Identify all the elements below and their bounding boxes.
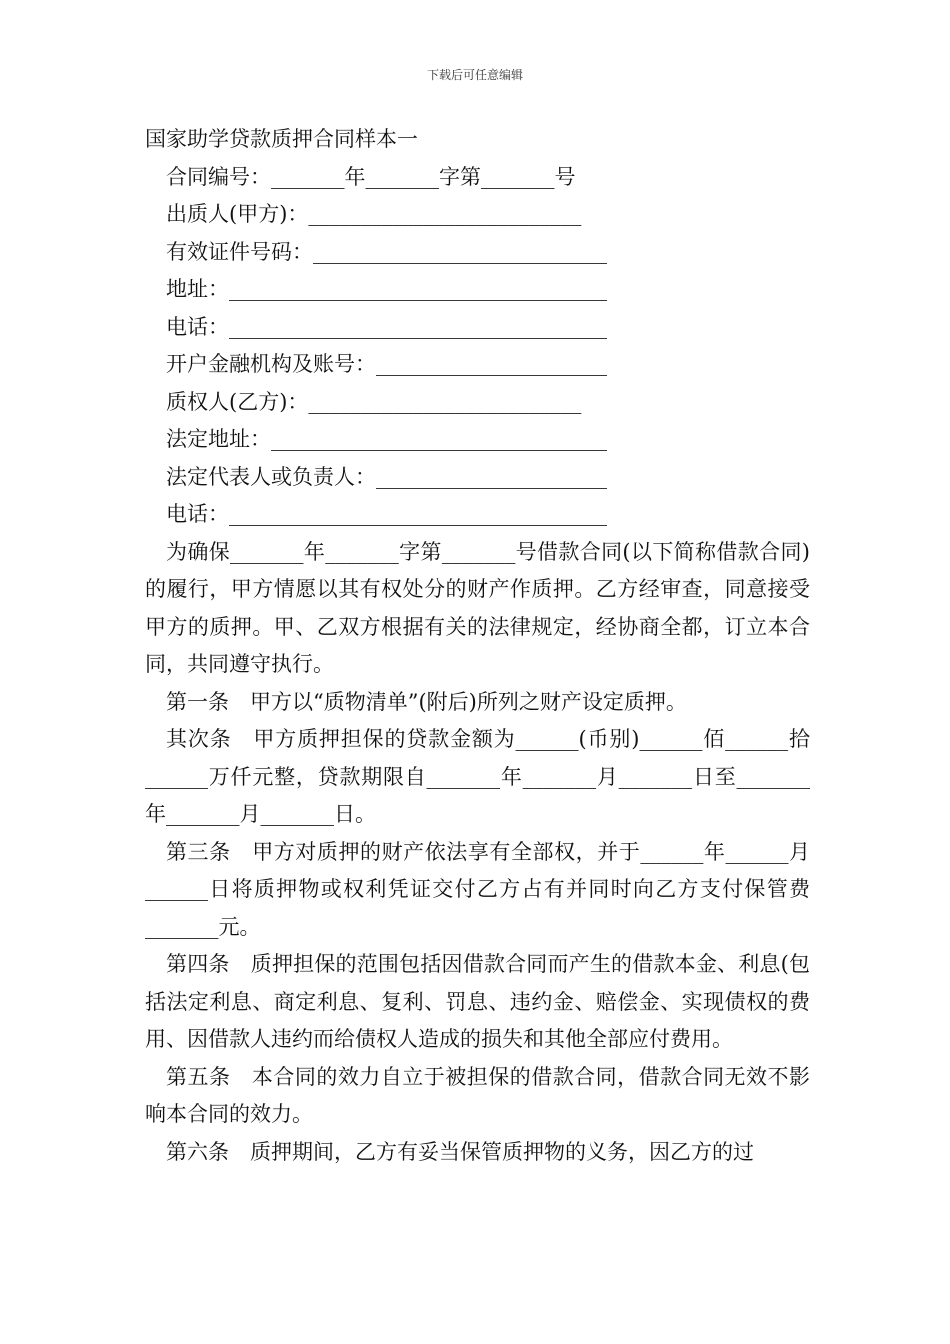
paragraph-article-6: 第六条 质押期间，乙方有妥当保管质押物的义务，因乙方的过	[166, 1139, 754, 1164]
field-bank-account: 开户金融机构及账号：______________________	[166, 352, 607, 376]
field-legal-address: 法定地址：________________________________	[166, 427, 607, 451]
paragraph-article-3: 第三条 甲方对质押的财产依法享有全部权，并于______年______月______日将质押物或权利凭证交付乙方占有并同时向乙方支付保管费_______元。	[145, 839, 810, 939]
paragraph-article-4: 第四条 质押担保的范围包括因借款合同而产生的借款本金、利息(包括法定利息、商定利息、复利、罚息、违约金、赔偿金、实现债权的费用、因借款人违约而给债权人造成的损失和其他全部应付费用。	[145, 952, 810, 1051]
field-phone-2: 电话：____________________________________	[166, 502, 607, 526]
field-contract-number: 合同编号：_______年_______字第_______号	[166, 164, 576, 189]
page-header: 下载后可任意编辑	[426, 68, 523, 82]
field-legal-representative: 法定代表人或负责人：______________________	[166, 464, 607, 489]
field-address: 地址：____________________________________	[166, 277, 607, 301]
paragraph-preamble: 为确保_______年_______字第_______号借款合同(以下简称借款合同)的履行，甲方情愿以其有权处分的财产作质押。乙方经审查，同意接受甲方的质押。甲、乙双方根据有关的法律规定，经协商全都，订立本合同，共同遵守执行。	[145, 539, 810, 676]
field-pledgee: 质权人(乙方)：__________________________	[166, 389, 582, 414]
paragraph-article-2: 其次条 甲方质押担保的贷款金额为______(币别)______佰______拾______万仟元整，贷款期限自_______年_______月_______日至_______年_______月_______日。	[145, 727, 810, 826]
paragraph-article-1: 第一条 甲方以“质物清单”(附后)所列之财产设定质押。	[166, 689, 687, 714]
paragraph-article-5: 第五条 本合同的效力自立于被担保的借款合同，借款合同无效不影响本合同的效力。	[145, 1064, 810, 1126]
field-id-number: 有效证件号码：____________________________	[166, 239, 607, 264]
field-pledgor: 出质人(甲方)：__________________________	[166, 202, 582, 226]
document-title: 国家助学贷款质押合同样本一	[145, 127, 418, 151]
document-body	[145, 121, 810, 1171]
field-phone: 电话：____________________________________	[166, 314, 607, 339]
